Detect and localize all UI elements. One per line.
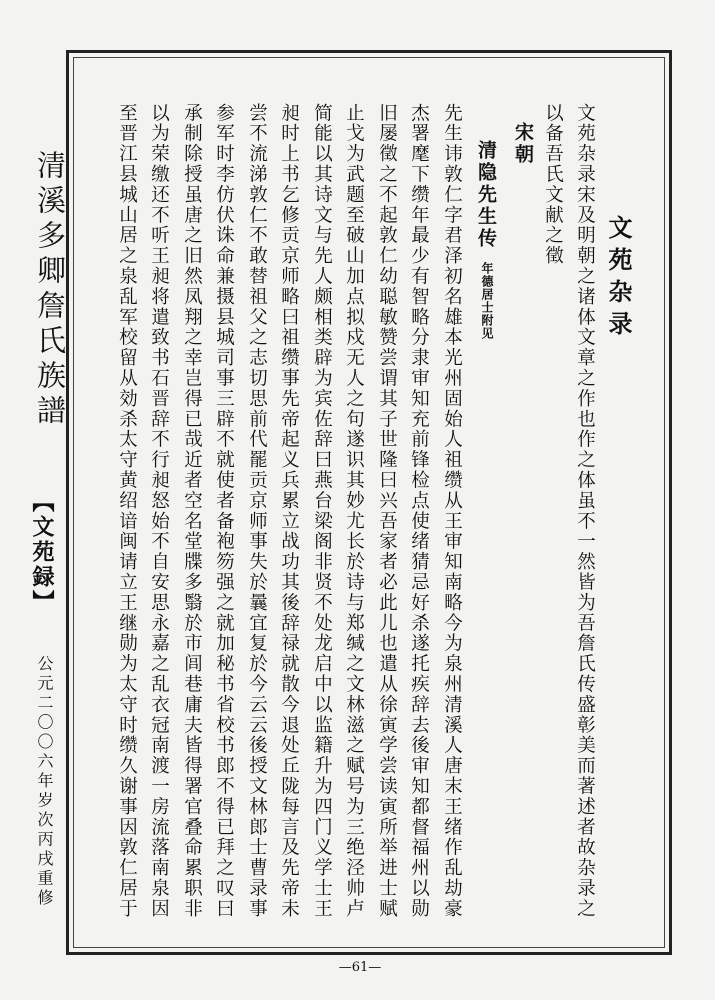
section-label: 【文苑録】 [29,490,55,615]
body-line-11: 至晋江县城山居之泉乱军校留从効杀太守黄绍谙闽请立王继勋为太守时缵久谢事因敦仁居于 [116,103,138,919]
body-line-1: 先生讳敦仁字君泽初名雄本光州固始人祖缵从王审知南略今为泉州清溪人唐末王绪作乱劫豪 [441,103,463,919]
body-line-7: 尝不流涕敦仁不敢替祖父之志切思前代罷贡京师事失於曩宜复於今云云後授文林郎士曹录事 [246,103,268,919]
body-line-4: 止戈为武题至破山加点拟戍无人之句遂识其妙尤长於诗与郑缄之文林滋之赋号为三绝泾帅卢 [343,103,365,919]
article-heading: 清隐先生传 [475,140,497,250]
body-line-8: 参军时李仿伏诛命兼摄县城司事三辟不就使者备袍笏强之就加秘书省校书郎不得已拜之叹曰 [213,103,235,919]
dynasty-label: 宋朝 [512,122,534,166]
page-number: —61— [338,960,382,975]
body-line-6: 昶时上书乞修贡京师略曰祖缵事先帝起义兵累立战功其後辞禄就散今退处丘陇每言及先帝未 [278,103,300,919]
body-line-10: 以为荣缴还不听王昶将遣致书石晋辞不行昶怒始不自安思永嘉之乱衣冠南渡一房流落南泉因 [148,103,170,919]
body-line-9: 承制除授虽唐之旧然凤翔之幸岂得已哉近者空名堂牒多翳於市闾巷庸夫皆得署官叠命累职非 [181,103,203,919]
revision-year: 公元二〇〇六年岁次丙戌重修 [35,655,54,909]
body-line-5: 简能以其诗文与先人颇相类辟为宾佐辞曰燕台梁阁非贤不处龙启中以监籍升为四门义学士王 [311,103,333,919]
genealogy-book-title: 清溪多卿詹氏族譜 [33,150,67,430]
article-heading-note: 年德居士附见 [480,262,494,340]
body-line-3: 旧屡徵之不起敦仁幼聪敏赞尝谓其子世隆曰兴吾家者必此儿也遣从徐寅学尝读寅所举进士赋 [376,103,398,919]
body-line-2: 杰署麾下缵年最少有智略分隶审知充前锋检点使绪猜忌好杀遂托疾辞去後审知都督福州以勋 [408,103,430,919]
page-title: 文苑杂录 [604,215,633,343]
intro-line-2: 以备吾氏文献之徵 [542,103,564,267]
intro-line-1: 文苑杂录宋及明朝之诸体文章之作也作之体虽不一然皆为吾詹氏传盛彰美而著述者故杂录之 [574,103,596,919]
